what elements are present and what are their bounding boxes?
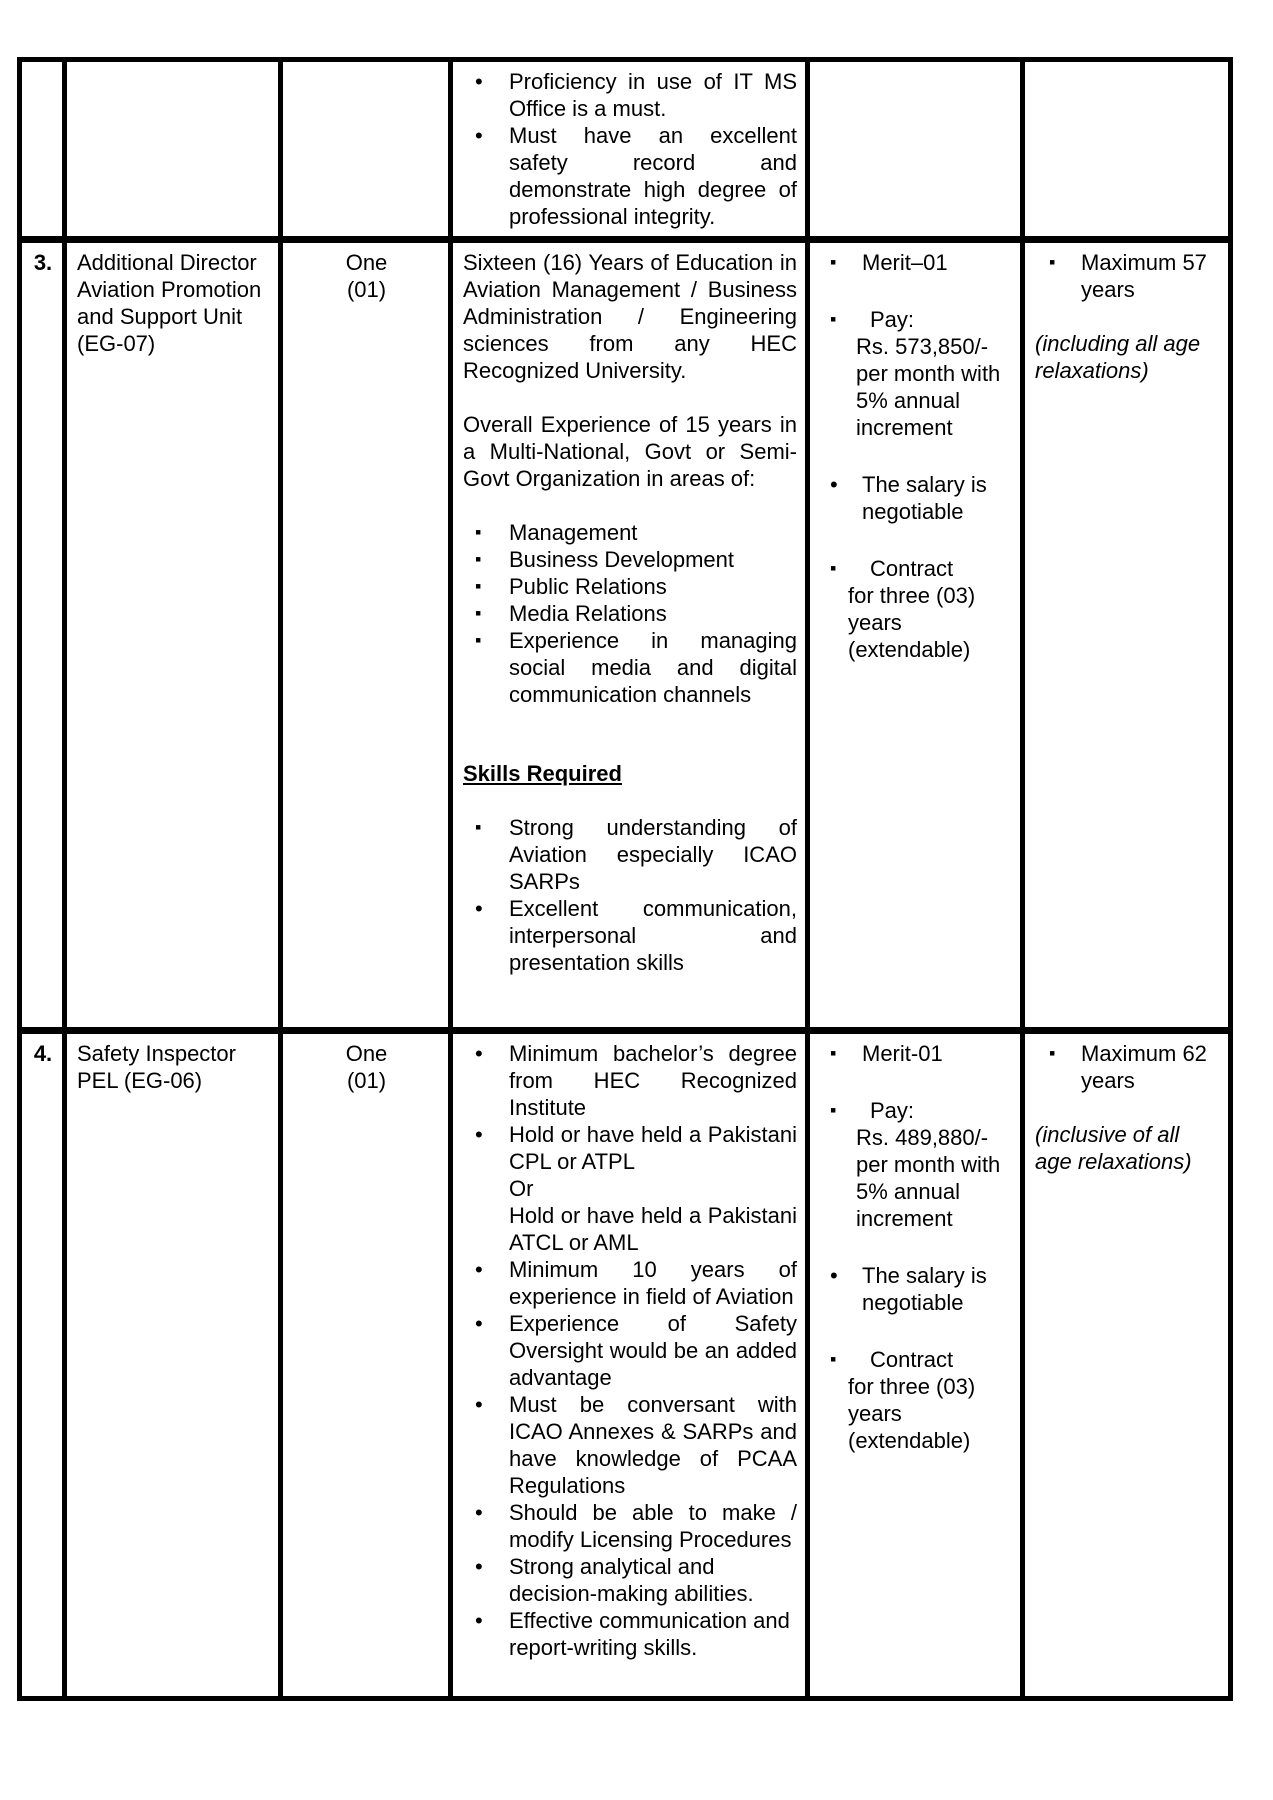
round-bullet-icon: •: [475, 1608, 483, 1633]
pay-label-text: Pay:: [870, 1098, 915, 1123]
round-bullet-icon: •: [475, 1311, 483, 1336]
qualification-item: [463, 1310, 797, 1391]
experience-area-text: Public Relations: [509, 574, 667, 599]
square-bullet-icon: ▪: [1049, 1043, 1056, 1063]
table-row-4: [20, 1031, 1231, 1699]
pay-detail: Rs. 489,880/- per month with 5% annual increment: [856, 1125, 1001, 1231]
contract-label: [820, 1346, 1012, 1373]
qualification-item: [463, 68, 797, 122]
qualification-text: Minimum bachelor’s degree from HEC Recognized Institute: [509, 1041, 797, 1120]
contract-label: [820, 555, 1012, 582]
square-bullet-icon: ▪: [475, 603, 482, 623]
vacancy-number: (01): [346, 1068, 387, 1093]
experience-area-text: Media Relations: [509, 601, 667, 626]
age-note: (including all age relaxations): [1035, 331, 1201, 383]
age-limit-item: [1035, 249, 1220, 303]
merit-text: Merit-01: [862, 1041, 943, 1066]
pay-item: [820, 1097, 1012, 1232]
square-bullet-icon: ▪: [830, 309, 837, 329]
pay-label: [820, 1097, 1012, 1124]
qualification-text: Must have an excellent safety record and demonstrate high degree of professional integrity.: [509, 123, 797, 229]
position-title: Additional Director Aviation Promotion and Support Unit (EG-07): [77, 250, 262, 356]
qualification-item: [463, 1040, 797, 1121]
experience-area-item: [463, 519, 797, 546]
job-positions-table: [17, 57, 1233, 1701]
qualification-item: [463, 1553, 797, 1607]
qualification-item: [463, 1607, 797, 1661]
contract-item: [820, 555, 1012, 663]
pay-item: [820, 306, 1012, 441]
qualification-text: Proficiency in use of IT MS Office is a must.: [509, 69, 797, 121]
qualification-text: Or: [509, 1176, 534, 1201]
square-bullet-icon: ▪: [475, 630, 482, 650]
round-bullet-icon: •: [475, 1392, 483, 1417]
qualification-text: Hold or have held a Pakistani ATCL or AML: [509, 1203, 797, 1255]
square-bullet-icon: ▪: [475, 522, 482, 542]
experience-area-item: [463, 627, 797, 708]
experience-area-item: [463, 600, 797, 627]
qualification-item: [463, 1391, 797, 1499]
salary-text: The salary is negotiable: [862, 472, 987, 524]
serial-number: 3.: [33, 250, 53, 275]
square-bullet-icon: ▪: [475, 576, 482, 596]
vacancy-cell: [281, 240, 451, 1031]
experience-paragraph: Overall Experience of 15 years in a Multi-National, Govt or Semi-Govt Organization in areas of:: [463, 412, 797, 491]
skill-item: [463, 814, 797, 895]
vacancy-cell: [281, 1031, 451, 1699]
square-bullet-icon: ▪: [1049, 252, 1056, 272]
position-cell: [65, 1031, 281, 1699]
qualification-cell: [451, 1031, 808, 1699]
vacancy-word: One: [345, 1041, 388, 1066]
continuation-row: [20, 60, 1231, 240]
empty-serial-cell: [20, 60, 65, 240]
merit-item: [820, 249, 1012, 276]
table-row-3: [20, 240, 1231, 1031]
empty-age-cell: [1023, 60, 1231, 240]
empty-position-cell: [65, 60, 281, 240]
qualification-text: Minimum 10 years of experience in field of Aviation: [509, 1257, 797, 1309]
qualification-text: Must be conversant with ICAO Annexes & SARPs and have knowledge of PCAA Regulations: [509, 1392, 797, 1498]
experience-area-item: [463, 546, 797, 573]
round-bullet-icon: •: [475, 1554, 483, 1579]
square-bullet-icon: ▪: [830, 558, 837, 578]
round-bullet-icon: •: [475, 123, 483, 148]
square-bullet-icon: ▪: [830, 1349, 837, 1369]
qualification-text: Strong analytical and decision-making abilities.: [509, 1554, 754, 1606]
education-paragraph: Sixteen (16) Years of Education in Aviation Management / Business Administration / Engineering sciences from any HEC Recognized University.: [463, 250, 797, 383]
skills-required-heading: Skills Required: [463, 761, 622, 786]
age-cell: [1023, 1031, 1231, 1699]
square-bullet-icon: ▪: [475, 549, 482, 569]
square-bullet-icon: ▪: [830, 252, 837, 272]
salary-item: [820, 471, 1012, 525]
round-bullet-icon: •: [475, 1500, 483, 1525]
skill-item: [463, 895, 797, 976]
experience-area-text: Management: [509, 520, 638, 545]
contract-item: [820, 1346, 1012, 1454]
merit-item: [820, 1040, 1012, 1067]
vacancy-number: (01): [346, 277, 387, 302]
round-bullet-icon: •: [830, 1263, 838, 1288]
continuation-qualification-cell: [451, 60, 808, 240]
experience-area-text: Experience in managing social media and digital communication channels: [509, 628, 797, 707]
age-cell: [1023, 240, 1231, 1031]
square-bullet-icon: ▪: [830, 1043, 837, 1063]
qualification-item: [463, 1256, 797, 1310]
pay-detail: Rs. 573,850/- per month with 5% annual increment: [856, 334, 1001, 440]
skill-text: Strong understanding of Aviation especially ICAO SARPs: [509, 815, 797, 894]
age-limit-item: [1035, 1040, 1220, 1094]
square-bullet-icon: ▪: [475, 817, 482, 837]
position-title: Safety Inspector PEL (EG-06): [77, 1041, 236, 1093]
round-bullet-icon: •: [475, 896, 483, 921]
experience-area-item: [463, 573, 797, 600]
contract-label-text: Contract: [870, 556, 954, 581]
serial-number: 4.: [33, 1041, 53, 1066]
qualification-item: [463, 1499, 797, 1553]
age-note: (inclusive of all age relaxations): [1035, 1122, 1192, 1174]
contract-label-text: Contract: [870, 1347, 954, 1372]
round-bullet-icon: •: [475, 1257, 483, 1282]
qualification-text: Hold or have held a Pakistani CPL or ATPL: [509, 1122, 797, 1174]
salary-text: The salary is negotiable: [862, 1263, 987, 1315]
age-limit-text: Maximum 62 years: [1081, 1041, 1207, 1093]
age-limit-text: Maximum 57 years: [1081, 250, 1207, 302]
empty-count-cell: [281, 60, 451, 240]
serial-cell: [20, 1031, 65, 1699]
merit-text: Merit–01: [862, 250, 948, 275]
round-bullet-icon: •: [475, 1122, 483, 1147]
qualification-text: Experience of Safety Oversight would be an added advantage: [509, 1311, 797, 1390]
round-bullet-icon: •: [475, 69, 483, 94]
qualification-item: [463, 1121, 797, 1256]
terms-cell: [808, 240, 1023, 1031]
contract-detail: for three (03) years (extendable): [848, 1374, 976, 1453]
skill-text: Excellent communication, interpersonal and presentation skills: [509, 896, 797, 975]
pay-label: [820, 306, 1012, 333]
contract-detail: for three (03) years (extendable): [848, 583, 976, 662]
vacancy-word: One: [345, 250, 388, 275]
qualification-item: [463, 122, 797, 230]
pay-label-text: Pay:: [870, 307, 915, 332]
empty-terms-cell: [808, 60, 1023, 240]
qualification-text: Should be able to make / modify Licensing Procedures: [509, 1500, 797, 1552]
salary-item: [820, 1262, 1012, 1316]
qualification-text: Effective communication and report-writing skills.: [509, 1608, 790, 1660]
qualification-cell: [451, 240, 808, 1031]
experience-area-text: Business Development: [509, 547, 735, 572]
round-bullet-icon: •: [475, 1041, 483, 1066]
round-bullet-icon: •: [830, 472, 838, 497]
terms-cell: [808, 1031, 1023, 1699]
position-cell: [65, 240, 281, 1031]
square-bullet-icon: ▪: [830, 1100, 837, 1120]
serial-cell: [20, 240, 65, 1031]
